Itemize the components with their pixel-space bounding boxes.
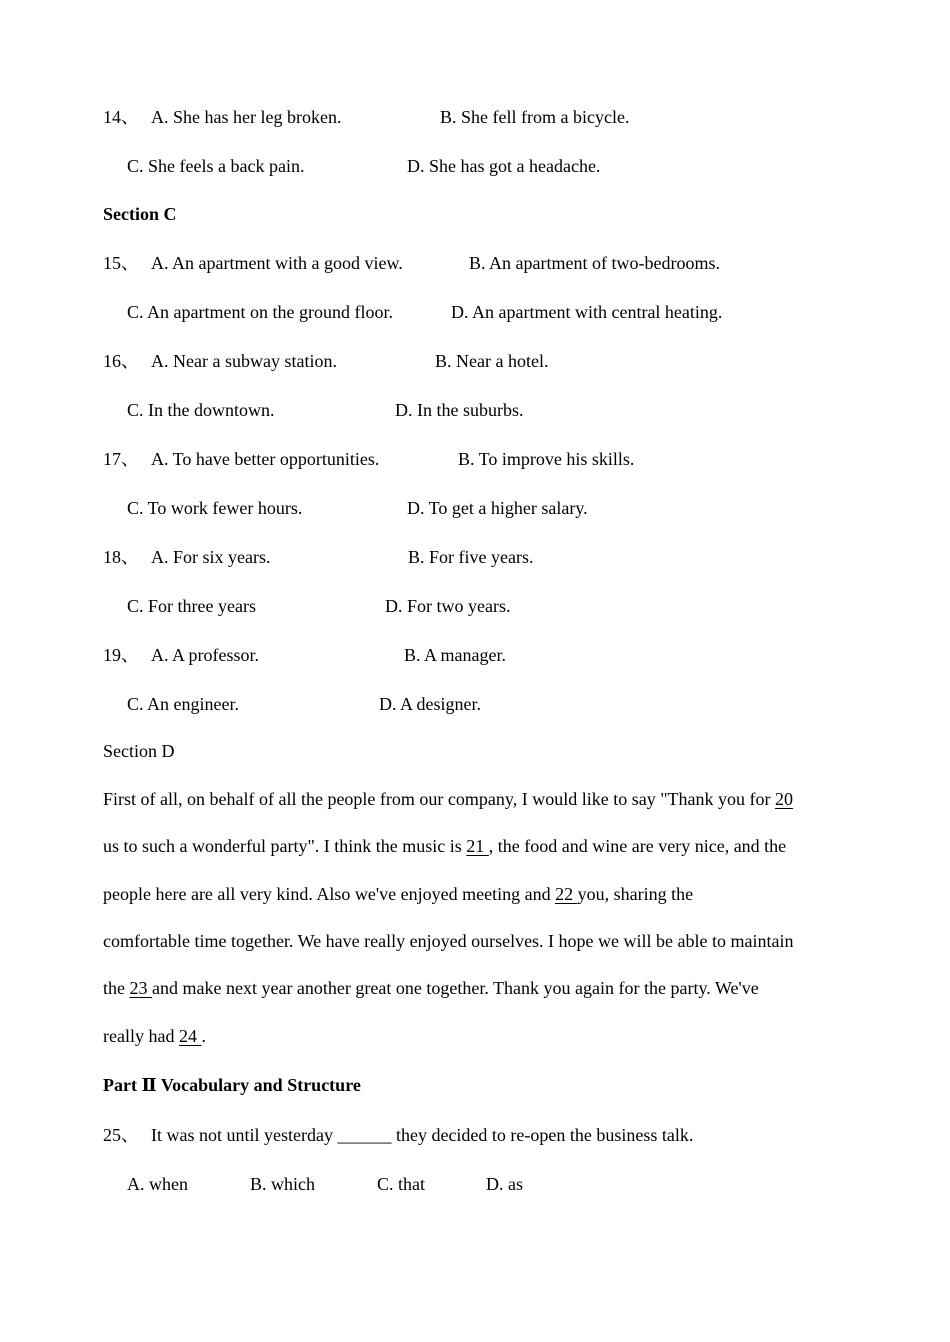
option-a: A. when <box>127 1174 188 1194</box>
option-b: B. which <box>250 1174 315 1194</box>
question-number: 14、 <box>103 107 139 127</box>
section-c-title: Section C <box>103 204 177 224</box>
passage-text: , the food and wine are very nice, and the <box>488 836 787 856</box>
option-d: D. To get a higher salary. <box>407 498 588 518</box>
blank-20: 20 <box>775 789 794 809</box>
option-a: A. To have better opportunities. <box>151 449 380 469</box>
passage-text: people here are all very kind. Also we've enjoyed meeting and <box>103 884 556 904</box>
option-b: B. To improve his skills. <box>458 449 635 469</box>
option-c: C. To work fewer hours. <box>127 498 303 518</box>
question-number: 15、 <box>103 253 139 273</box>
passage-text: the <box>103 978 130 998</box>
passage-line-6 <box>103 1025 863 1047</box>
option-b: B. An apartment of two-bedrooms. <box>469 253 720 273</box>
question-number: 17、 <box>103 449 139 469</box>
question-number: 18、 <box>103 547 139 567</box>
option-a: A. For six years. <box>151 547 271 567</box>
passage-line-1 <box>103 788 863 810</box>
passage-text: . <box>201 1026 206 1046</box>
option-c: C. An apartment on the ground floor. <box>127 302 393 322</box>
option-c: C. that <box>377 1174 425 1194</box>
blank-24: 24 <box>178 1026 202 1046</box>
option-c: C. An engineer. <box>127 694 239 714</box>
option-d: D. In the suburbs. <box>395 400 524 420</box>
section-d-title: Section D <box>103 741 175 761</box>
option-a: A. Near a subway station. <box>151 351 337 371</box>
passage-line-4 <box>103 930 863 952</box>
option-b: B. Near a hotel. <box>435 351 549 371</box>
passage-text: you, sharing the <box>577 884 694 904</box>
option-b: B. A manager. <box>404 645 506 665</box>
option-d: D. An apartment with central heating. <box>451 302 723 322</box>
option-b: B. For five years. <box>408 547 534 567</box>
blank-21: 21 <box>466 836 489 856</box>
question-number: 25、 <box>103 1125 139 1145</box>
option-d: D. She has got a headache. <box>407 156 601 176</box>
passage-text: us to such a wonderful party". I think the music is <box>103 836 467 856</box>
part-2-title: Part Ⅱ Vocabulary and Structure <box>103 1075 361 1095</box>
question-number: 19、 <box>103 645 139 665</box>
passage-text: comfortable time together. We have really enjoyed ourselves. I hope we will be able to maintain <box>103 931 794 951</box>
passage-line-5 <box>103 977 863 999</box>
blank-22: 22 <box>555 884 578 904</box>
question-number: 16、 <box>103 351 139 371</box>
option-c: C. She feels a back pain. <box>127 156 305 176</box>
option-a: A. She has her leg broken. <box>151 107 342 127</box>
blank-23: 23 <box>129 978 152 998</box>
passage-text: really had <box>103 1026 179 1046</box>
passage-line-2 <box>103 835 863 857</box>
option-d: D. For two years. <box>385 596 511 616</box>
option-d: D. A designer. <box>379 694 481 714</box>
passage-text: and make next year another great one together. Thank you again for the party. We've <box>152 978 759 998</box>
option-a: A. A professor. <box>151 645 259 665</box>
option-a: A. An apartment with a good view. <box>151 253 403 273</box>
question-stem: It was not until yesterday ______ they decided to re-open the business talk. <box>151 1125 694 1145</box>
passage-text: First of all, on behalf of all the people from our company, I would like to say "Thank you for <box>103 789 776 809</box>
option-c: C. For three years <box>127 596 256 616</box>
option-b: B. She fell from a bicycle. <box>440 107 630 127</box>
option-c: C. In the downtown. <box>127 400 275 420</box>
option-d: D. as <box>486 1174 523 1194</box>
passage-line-3 <box>103 883 863 905</box>
